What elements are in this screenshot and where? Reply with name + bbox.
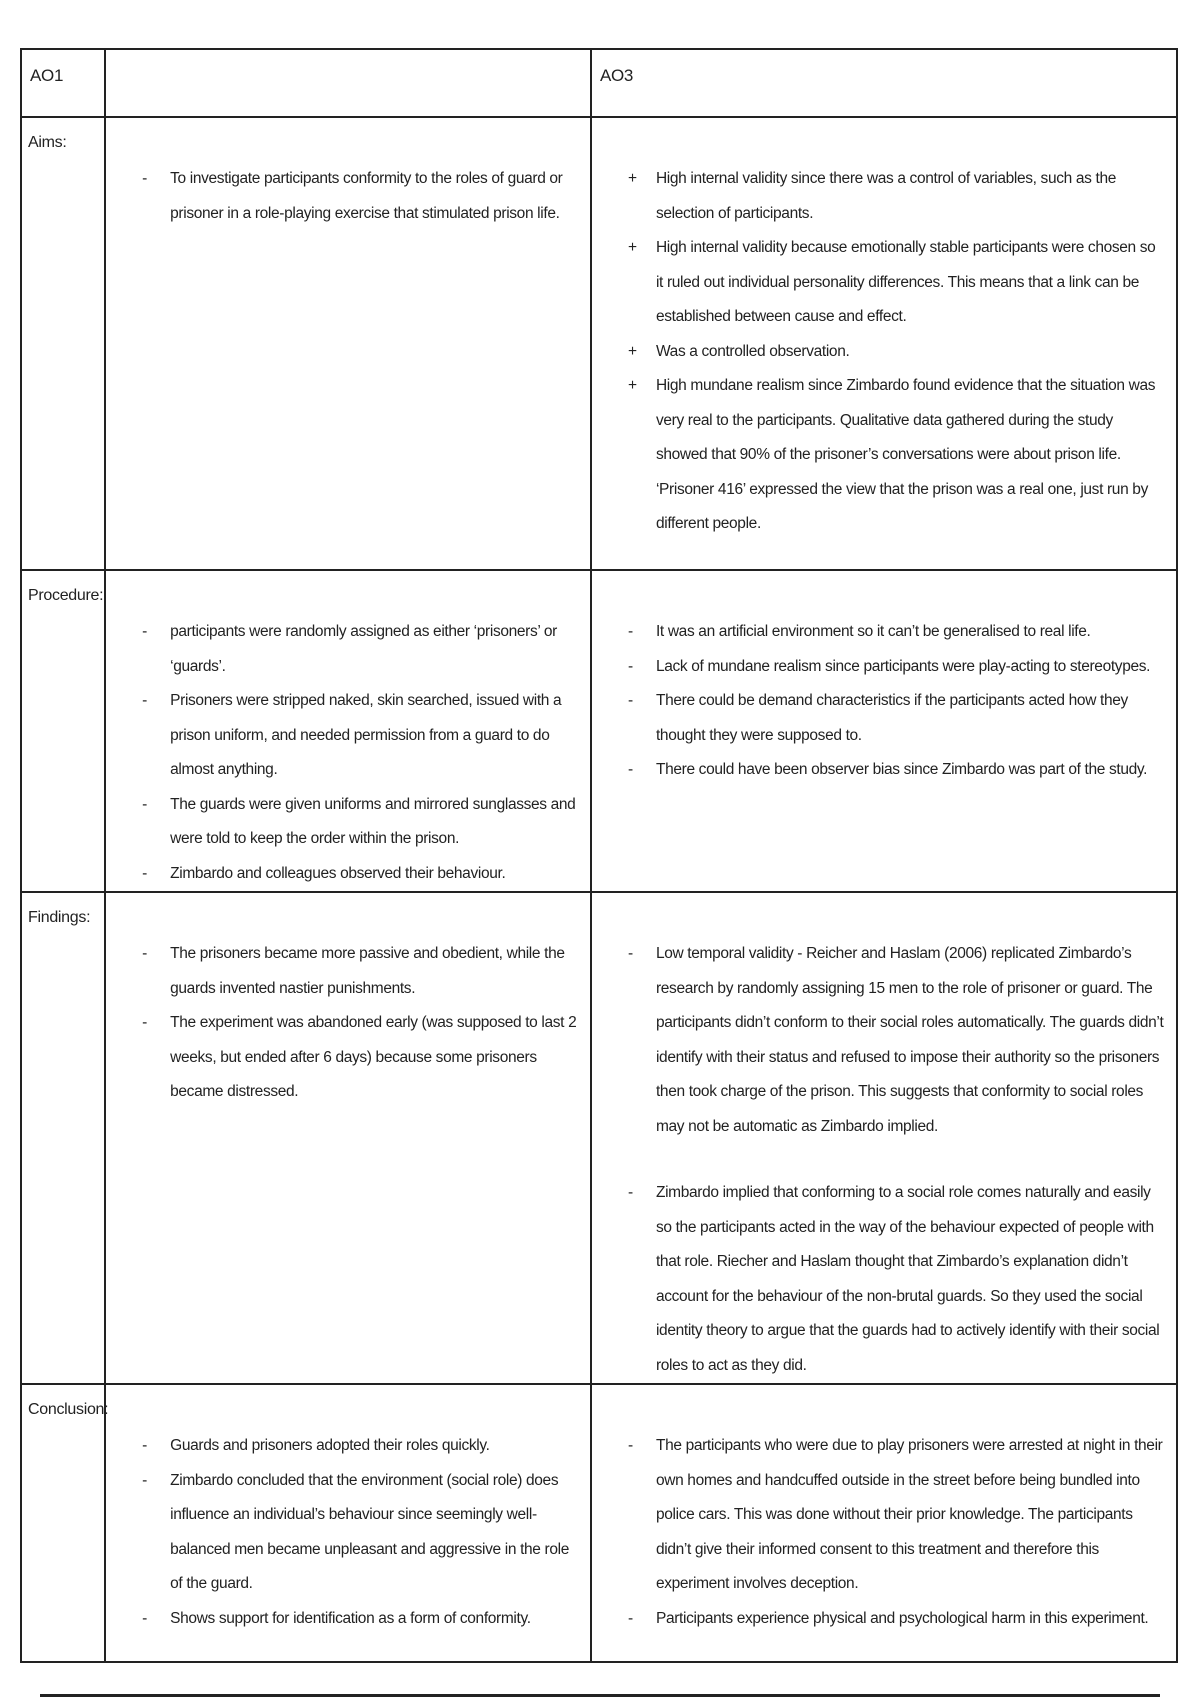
bullet-dash-icon: -	[627, 761, 633, 778]
item-text: Low temporal validity - Reicher and Haslam (2006) replicated Zimbardo’s research by randomly assigning 15 men to the role of prisoner or guard. The participants didn’t conform to their social roles automatically. The guards didn’t identify with their status and refused to impose their authority so the prisoners then took charge of the prison. This suggests that conformity to social roles may not be automatic as Zimbardo implied.	[655, 945, 1164, 1135]
ao3-list-conclusion	[628, 1429, 1164, 1636]
bullet-plus-icon: +	[627, 239, 637, 256]
list-item	[628, 615, 1164, 650]
list-item	[628, 231, 1164, 335]
header-ao3-label: AO3	[599, 66, 634, 85]
ao3-cell-procedure	[591, 570, 1177, 892]
bullet-dash-icon: -	[142, 1609, 147, 1627]
bullet-dash-icon: -	[142, 692, 147, 709]
item-text: The participants who were due to play prisoners were arrested at night in their own homes and handcuffed outside in the street before being bundled into police cars. This was done without their prior knowledge. The participants didn’t give their informed consent to this treatment and therefore this experiment involves deception.	[655, 1437, 1163, 1592]
list-item	[628, 162, 1164, 231]
item-text: Zimbardo concluded that the environment (social role) does influence an individual’s behaviour since seemingly well-balanced men became unpleasant and aggressive in the role of the guard.	[170, 1471, 569, 1592]
bullet-dash-icon: -	[627, 1184, 633, 1201]
evaluation-table	[20, 48, 1178, 1663]
item-text: High mundane realism since Zimbardo found evidence that the situation was very real to the participants. Qualitative data gathered during the study showed that 90% of the prisoner’s conversations were about prison life. ‘Prisoner 416’ expressed the view that the prison was a real one, just run by different people.	[655, 377, 1156, 532]
list-item	[142, 1006, 578, 1110]
ao1-cell-findings	[105, 892, 591, 1384]
ao3-cell-aims	[591, 117, 1177, 570]
row-procedure	[21, 570, 1177, 892]
row-label-cell	[21, 570, 105, 892]
item-text: High internal validity since there was a control of variables, such as the selection of participants.	[655, 170, 1116, 222]
list-item	[142, 1602, 578, 1637]
header-cell-ao1	[21, 49, 105, 117]
row-label-cell	[21, 117, 105, 570]
ao1-cell-conclusion	[105, 1384, 591, 1662]
bullet-plus-icon: +	[627, 342, 637, 360]
header-ao1-label: AO1	[30, 66, 64, 85]
bullet-dash-icon: -	[142, 1014, 147, 1031]
ao1-list-findings	[142, 937, 578, 1110]
bullet-dash-icon: -	[627, 623, 633, 640]
item-text: There could have been observer bias since Zimbardo was part of the study.	[655, 761, 1148, 778]
item-text: Was a controlled observation.	[655, 342, 850, 360]
item-text: Participants experience physical and psychological harm in this experiment.	[655, 1609, 1149, 1627]
bullet-dash-icon: -	[142, 1437, 147, 1454]
list-item	[142, 684, 578, 788]
bullet-dash-icon: -	[142, 1471, 147, 1489]
bullet-plus-icon: +	[627, 377, 637, 394]
ao1-list-conclusion	[142, 1429, 578, 1636]
list-item	[628, 1429, 1164, 1602]
ao1-cell-procedure	[105, 570, 591, 892]
item-text: Prisoners were stripped naked, skin searched, issued with a prison uniform, and needed permission from a guard to do almost anything.	[170, 692, 562, 778]
ao1-list-aims	[142, 162, 578, 231]
list-item	[628, 753, 1164, 788]
row-label-aims: Aims:	[28, 134, 67, 151]
header-row	[21, 49, 1177, 117]
item-text: Shows support for identification as a form of conformity.	[170, 1609, 531, 1627]
ao3-cell-findings	[591, 892, 1177, 1384]
bullet-dash-icon: -	[627, 657, 633, 675]
ao3-cell-conclusion	[591, 1384, 1177, 1662]
header-cell-ao3	[591, 49, 1177, 117]
ao3-list-aims	[628, 162, 1164, 542]
item-text: High internal validity because emotionally stable participants were chosen so it ruled out individual personality differences. This means that a link can be established between cause and effect.	[655, 239, 1156, 325]
list-item	[142, 615, 578, 684]
bullet-dash-icon: -	[142, 945, 147, 962]
bullet-dash-icon: -	[142, 623, 147, 640]
item-text: Zimbardo implied that conforming to a social role comes naturally and easily so the participants acted in the way of the behaviour expected of people with that role. Riecher and Haslam thought that Zimbardo’s explanation didn’t account for the behaviour of the non-brutal guards. So they used the social identity theory to argue that the guards had to actively identify with their social roles to act as they did.	[655, 1184, 1160, 1374]
row-aims	[21, 117, 1177, 570]
list-item	[142, 788, 578, 857]
bullet-dash-icon: -	[142, 864, 147, 882]
list-item	[628, 1602, 1164, 1637]
row-label-conclusion: Conclusion:	[28, 1401, 109, 1418]
item-text: The prisoners became more passive and obedient, while the guards invented nastier punishments.	[170, 945, 565, 997]
item-text: To investigate participants conformity to the roles of guard or prisoner in a role-playing exercise that stimulated prison life.	[170, 170, 563, 222]
row-label-findings: Findings:	[28, 909, 91, 926]
row-label-cell	[21, 1384, 109, 1662]
footer-divider	[40, 1694, 1160, 1697]
ao1-list-procedure	[142, 615, 578, 891]
bullet-dash-icon: -	[142, 170, 147, 187]
ao3-list-procedure	[628, 615, 1164, 788]
item-text: The experiment was abandoned early (was supposed to last 2 weeks, but ended after 6 days) because some prisoners became distressed.	[170, 1014, 577, 1100]
header-blank-label	[106, 50, 590, 66]
list-item	[628, 650, 1164, 685]
row-label-cell	[21, 892, 105, 1384]
item-text: There could be demand characteristics if the participants acted how they thought they were supposed to.	[655, 692, 1128, 744]
bullet-dash-icon: -	[627, 1609, 633, 1627]
item-text: participants were randomly assigned as either ‘prisoners’ or ‘guards’.	[170, 623, 557, 675]
ao1-cell-aims	[105, 117, 591, 570]
list-item	[142, 162, 578, 231]
row-findings	[21, 892, 1177, 1384]
row-label-procedure: Procedure:	[28, 587, 104, 604]
bullet-dash-icon: -	[627, 945, 633, 962]
list-item	[628, 369, 1164, 542]
list-item	[628, 684, 1164, 753]
header-cell-blank	[105, 49, 591, 117]
item-text: Guards and prisoners adopted their roles quickly.	[170, 1437, 490, 1454]
list-item	[142, 1464, 578, 1602]
bullet-dash-icon: -	[142, 795, 147, 813]
bullet-dash-icon: -	[627, 692, 633, 709]
item-text: It was an artificial environment so it can’t be generalised to real life.	[655, 623, 1091, 640]
row-conclusion	[21, 1384, 1177, 1662]
list-item	[628, 937, 1164, 1144]
list-item	[142, 857, 578, 892]
bullet-dash-icon: -	[627, 1437, 633, 1454]
item-text: Lack of mundane realism since participants were play-acting to stereotypes.	[655, 657, 1151, 675]
list-item	[628, 1176, 1164, 1383]
list-item	[142, 1429, 578, 1464]
ao3-list-findings	[628, 937, 1164, 1383]
item-text: The guards were given uniforms and mirrored sunglasses and were told to keep the order within the prison.	[170, 795, 576, 847]
bullet-plus-icon: +	[627, 170, 637, 187]
list-item	[628, 335, 1164, 370]
list-item	[142, 937, 578, 1006]
item-text: Zimbardo and colleagues observed their behaviour.	[170, 864, 506, 882]
